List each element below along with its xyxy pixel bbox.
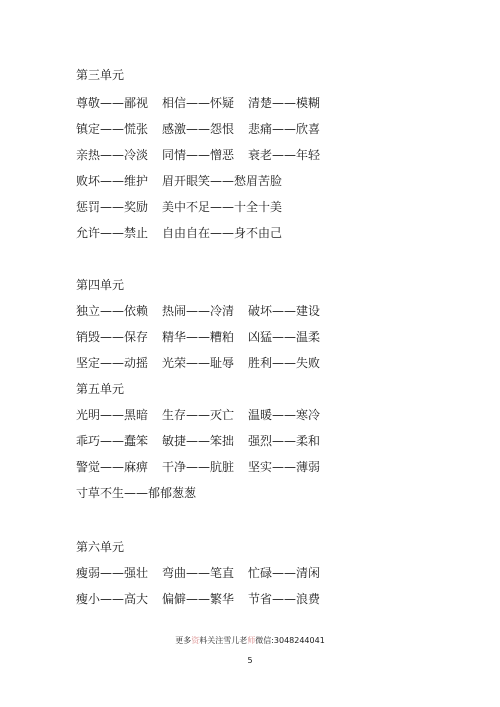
antonym-pair: 节省——浪费	[248, 592, 321, 606]
antonym-pair: 干净——肮脏	[162, 460, 235, 474]
antonym-pair: 感激——怨恨	[162, 122, 235, 136]
word-row	[76, 148, 320, 162]
footer-note	[0, 636, 500, 646]
antonym-pair: 同情——憎恶	[162, 148, 235, 162]
antonym-pair: 破坏——建设	[248, 304, 321, 318]
word-row	[76, 330, 320, 344]
antonym-pair: 亲热——冷淡	[76, 148, 149, 162]
word-row	[76, 96, 320, 110]
antonym-pair: 尊敬——鄙视	[76, 96, 149, 110]
antonym-pair: 敏捷——笨拙	[162, 434, 235, 448]
antonym-pair: 强烈——柔和	[248, 434, 321, 448]
antonym-pair: 瘦小——高大	[76, 592, 149, 606]
unit-title-3: 第三单元	[76, 68, 125, 82]
antonym-pair: 光荣——耻辱	[162, 356, 235, 370]
antonym-pair: 惩罚——奖励	[76, 200, 149, 214]
unit-title-5: 第五单元	[76, 382, 125, 396]
word-row	[76, 356, 320, 370]
antonym-pair: 相信——怀疑	[162, 96, 235, 110]
word-row	[76, 434, 320, 448]
antonym-pair: 警觉——麻痹	[76, 460, 149, 474]
antonym-pair: 热闹——冷清	[162, 304, 235, 318]
word-row	[76, 200, 282, 214]
word-row	[76, 486, 196, 500]
antonym-pair: 销毁——保存	[76, 330, 149, 344]
antonym-pair: 坚实——薄弱	[248, 460, 321, 474]
word-row	[76, 122, 320, 136]
word-row	[76, 460, 320, 474]
word-row	[76, 408, 320, 422]
footer-prefix: 更多	[175, 636, 192, 645]
antonym-pair: 偏僻——繁华	[162, 592, 235, 606]
footer-middle: 料关注雪儿老	[199, 636, 248, 645]
antonym-pair: 温暖——寒冷	[248, 408, 321, 422]
antonym-pair: 清楚——模糊	[248, 96, 321, 110]
antonym-pair: 胜利——失败	[248, 356, 321, 370]
footer-highlight: 资	[191, 636, 200, 645]
antonym-pair: 镇定——慌张	[76, 122, 149, 136]
antonym-pair: 眉开眼笑——愁眉苦脸	[162, 174, 283, 188]
word-row	[76, 174, 282, 188]
antonym-pair: 寸草不生——郁郁葱葱	[76, 486, 197, 500]
page-number: 5	[247, 656, 253, 665]
unit-title-4: 第四单元	[76, 278, 125, 292]
antonym-pair: 弯曲——笔直	[162, 566, 235, 580]
antonym-pair: 美中不足——十全十美	[162, 200, 283, 214]
antonym-pair: 坚定——动摇	[76, 356, 149, 370]
word-row	[76, 226, 282, 240]
antonym-pair: 瘦弱——强壮	[76, 566, 149, 580]
footer-highlight: 师	[247, 636, 256, 645]
antonym-pair: 光明——黑暗	[76, 408, 149, 422]
antonym-pair: 自由自在——身不由己	[162, 226, 283, 240]
unit-title-6: 第六单元	[76, 540, 125, 554]
word-row	[76, 304, 320, 318]
antonym-pair: 允许——禁止	[76, 226, 149, 240]
word-row	[76, 592, 320, 606]
antonym-pair: 凶猛——温柔	[248, 330, 321, 344]
antonym-pair: 衰老——年轻	[248, 148, 321, 162]
antonym-pair: 悲痛——欣喜	[248, 122, 321, 136]
antonym-pair: 败坏——维护	[76, 174, 149, 188]
antonym-pair: 忙碌——清闲	[248, 566, 321, 580]
antonym-pair: 精华——糟粕	[162, 330, 235, 344]
antonym-pair: 生存——灭亡	[162, 408, 235, 422]
antonym-pair: 独立——依赖	[76, 304, 149, 318]
word-row	[76, 566, 320, 580]
antonym-pair: 乖巧——蠢笨	[76, 434, 149, 448]
footer-suffix: 微信:3048244041	[255, 636, 325, 645]
